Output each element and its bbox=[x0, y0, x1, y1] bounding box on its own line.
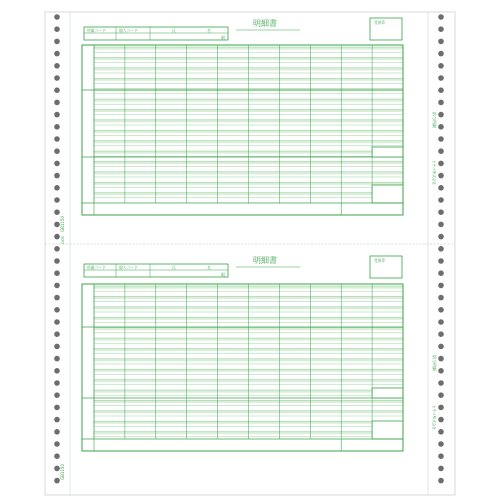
tractor-hole bbox=[438, 148, 444, 154]
tractor-hole bbox=[438, 26, 444, 32]
tractor-hole bbox=[54, 319, 60, 325]
tractor-hole bbox=[54, 234, 60, 240]
tractor-hole bbox=[438, 161, 444, 167]
left-margin-ocr: OCR bbox=[61, 236, 65, 244]
tractor-hole bbox=[54, 63, 60, 69]
tractor-hole bbox=[438, 75, 444, 81]
receipt-stamp-label: 受領印 bbox=[374, 20, 386, 25]
tractor-hole bbox=[438, 270, 444, 276]
net-pay-box bbox=[372, 421, 403, 439]
tractor-hole bbox=[54, 197, 60, 203]
tractor-hole bbox=[54, 14, 60, 20]
header-field-personal-code: 個人コード bbox=[119, 265, 138, 270]
tractor-hole bbox=[438, 185, 444, 191]
tractor-hole bbox=[438, 234, 444, 240]
total-box bbox=[372, 147, 403, 157]
tractor-hole bbox=[54, 478, 60, 484]
tractor-hole bbox=[54, 39, 60, 45]
tractor-hole bbox=[438, 283, 444, 289]
tractor-hole bbox=[438, 417, 444, 423]
tractor-hole bbox=[438, 173, 444, 179]
header-field-personal-code: 個人コード bbox=[119, 28, 138, 33]
tractor-hole bbox=[54, 283, 60, 289]
tractor-hole bbox=[54, 417, 60, 423]
tractor-hole bbox=[438, 209, 444, 215]
tractor-hole bbox=[54, 344, 60, 350]
statement-title: 明細書 bbox=[253, 256, 277, 265]
tractor-hole bbox=[438, 356, 444, 362]
statement-title: 明細書 bbox=[253, 19, 277, 28]
tractor-hole bbox=[438, 319, 444, 325]
tractor-hole bbox=[438, 380, 444, 386]
tractor-hole bbox=[54, 185, 60, 191]
left-margin-code: GB1150 bbox=[60, 215, 65, 232]
tractor-hole bbox=[54, 87, 60, 93]
tractor-hole bbox=[54, 307, 60, 313]
total-box bbox=[372, 388, 403, 398]
tractor-hole bbox=[438, 368, 444, 374]
tractor-hole bbox=[54, 173, 60, 179]
tractor-hole bbox=[438, 51, 444, 57]
tractor-hole bbox=[438, 344, 444, 350]
tractor-hole bbox=[54, 380, 60, 386]
tractor-hole bbox=[54, 209, 60, 215]
tractor-hole bbox=[438, 136, 444, 142]
tractor-hole bbox=[438, 14, 444, 20]
tractor-hole bbox=[438, 392, 444, 398]
tractor-hole bbox=[438, 295, 444, 301]
tractor-hole bbox=[438, 100, 444, 106]
tractor-hole bbox=[54, 75, 60, 81]
tractor-hole bbox=[54, 100, 60, 106]
tractor-hole bbox=[54, 466, 60, 472]
header-field-given-name: 名 bbox=[207, 28, 211, 33]
tractor-hole bbox=[438, 222, 444, 228]
tractor-hole bbox=[54, 148, 60, 154]
tractor-hole bbox=[54, 392, 60, 398]
left-margin-small: GB1150 bbox=[60, 463, 65, 480]
tractor-hole bbox=[54, 246, 60, 252]
tractor-hole bbox=[54, 453, 60, 459]
right-margin-label-3: 給与明細 bbox=[432, 355, 437, 371]
tractor-hole bbox=[438, 124, 444, 130]
tractor-hole bbox=[54, 136, 60, 142]
tractor-hole bbox=[54, 356, 60, 362]
right-margin-label-4: ヒサゴ株式会社 bbox=[432, 405, 436, 431]
header-field-affiliation-code: 所属コード bbox=[87, 28, 106, 33]
tractor-hole bbox=[54, 405, 60, 411]
tractor-hole bbox=[438, 87, 444, 93]
tractor-hole bbox=[438, 453, 444, 459]
tractor-hole bbox=[438, 466, 444, 472]
tractor-hole bbox=[54, 441, 60, 447]
receipt-stamp-label: 受領印 bbox=[374, 258, 386, 263]
header-field-surname: 氏 bbox=[172, 28, 176, 33]
right-margin-label-2: ヒサゴ株式会社 bbox=[432, 160, 436, 186]
tractor-hole bbox=[438, 112, 444, 118]
tractor-hole bbox=[54, 26, 60, 32]
tractor-hole bbox=[54, 161, 60, 167]
tractor-hole bbox=[438, 307, 444, 313]
tractor-hole bbox=[54, 429, 60, 435]
tractor-hole bbox=[54, 222, 60, 228]
tractor-hole bbox=[54, 124, 60, 130]
tractor-hole bbox=[54, 258, 60, 264]
tractor-hole bbox=[438, 441, 444, 447]
tractor-hole bbox=[438, 63, 444, 69]
tractor-hole bbox=[54, 51, 60, 57]
tractor-hole bbox=[54, 368, 60, 374]
tractor-hole bbox=[438, 197, 444, 203]
tractor-hole bbox=[438, 246, 444, 252]
tractor-hole bbox=[438, 429, 444, 435]
tractor-hole bbox=[54, 270, 60, 276]
tractor-hole bbox=[438, 478, 444, 484]
header-field-surname: 氏 bbox=[172, 265, 176, 270]
tractor-hole bbox=[54, 112, 60, 118]
right-margin-label-1: 給与明細 bbox=[432, 112, 437, 128]
tractor-hole bbox=[54, 295, 60, 301]
header-field-affiliation-code: 所属コード bbox=[87, 265, 106, 270]
net-pay-box bbox=[372, 185, 403, 203]
tractor-hole bbox=[438, 258, 444, 264]
tractor-hole bbox=[438, 405, 444, 411]
tractor-hole bbox=[438, 331, 444, 337]
tractor-hole bbox=[438, 39, 444, 45]
header-field-given-name: 名 bbox=[207, 265, 211, 270]
tractor-hole bbox=[54, 331, 60, 337]
header-honorific: 殿 bbox=[221, 272, 225, 277]
header-honorific: 殿 bbox=[221, 35, 225, 40]
